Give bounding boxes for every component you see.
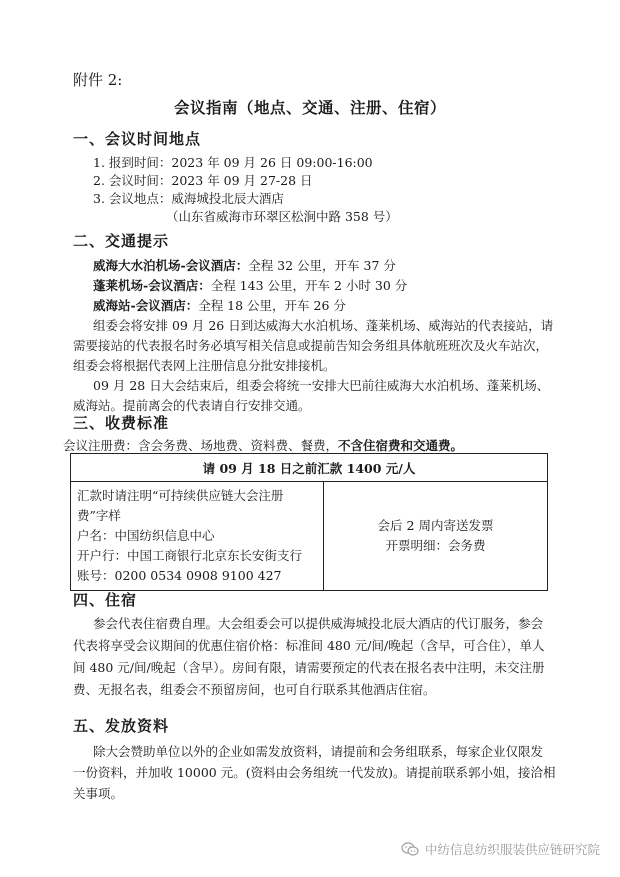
account-name: 户名：中国纺织信息中心 bbox=[77, 528, 215, 543]
materials-line-3: 关事项。 bbox=[73, 786, 124, 801]
lodging-line-2: 代表将享受会议期间的优惠住宿价格：标准间 480 元/间/晚起（含早，可合住），单人 bbox=[73, 638, 545, 653]
pickup-para-line-1: 组委会将安排 09 月 26 日到达威海大水泊机场、蓬莱机场、威海站的代表接站，请 bbox=[93, 318, 554, 333]
document-title: 会议指南（地点、交通、注册、住宿） bbox=[173, 98, 446, 117]
section1-item-1 bbox=[93, 153, 373, 171]
invoice-details: 开票明细：会务费 bbox=[385, 538, 486, 553]
return-para-line-2: 威海站。提前离会的代表请自行安排交通。 bbox=[73, 398, 311, 413]
section5-heading: 五、发放资料 bbox=[73, 717, 170, 735]
route-label: 蓬莱机场-会议酒店： bbox=[93, 278, 211, 293]
remittance-note-line-1: 汇款时请注明“可持续供应链大会注册 bbox=[77, 488, 284, 503]
return-para-line-1: 09 月 28 日大会结束后，组委会将统一安排大巴前往威海大水泊机场、蓬莱机场、 bbox=[93, 378, 550, 393]
section2-heading: 二、交通提示 bbox=[73, 232, 170, 250]
fee-description bbox=[63, 436, 463, 454]
section1-heading: 一、会议时间地点 bbox=[73, 130, 202, 148]
item-value: 威海城投北辰大酒店 bbox=[171, 191, 284, 206]
route-weihai-airport bbox=[93, 256, 396, 274]
route-value: 全程 18 公里，开车 26 分 bbox=[198, 298, 346, 313]
fee-table-header: 请 09 月 18 日之前汇款 1400 元/人 bbox=[71, 454, 548, 482]
route-value: 全程 143 公里，开车 2 小时 30 分 bbox=[210, 278, 408, 293]
pickup-para-line-2: 需要接站的代表报名时务必填写相关信息或提前告知会务组具体航班班次及火车站次， bbox=[73, 338, 549, 353]
watermark-text: 中纺信息纺织服装供应链研究院 bbox=[424, 842, 600, 857]
fee-includes: 会议注册费：含会务费、场地费、资料费、餐费， bbox=[63, 438, 339, 453]
item-value: 2023 年 09 月 26 日 09:00-16:00 bbox=[171, 155, 373, 170]
invoice-info-cell bbox=[324, 482, 548, 591]
lodging-line-1: 参会代表住宿费自理。大会组委会可以提供威海城投北辰大酒店的代订服务，参会 bbox=[93, 616, 544, 631]
section1-item-3 bbox=[93, 189, 284, 207]
venue-address: （山东省威海市环翠区松涧中路 358 号） bbox=[166, 209, 398, 224]
materials-line-1: 除大会赞助单位以外的企业如需发放资料，请提前和会务组联系，每家企业仅限发 bbox=[93, 744, 544, 759]
invoice-delivery: 会后 2 周内寄送发票 bbox=[377, 518, 494, 533]
lodging-line-3: 间 480 元/间/晚起（含早）。房间有限，请需要预定的代表在报名表中注明，未交注册 bbox=[73, 660, 545, 675]
lodging-line-4: 费、无报名表，组委会不预留房间，也可自行联系其他酒店住宿。 bbox=[73, 682, 436, 697]
item-label: 1. 报到时间： bbox=[93, 155, 172, 170]
remittance-info-cell bbox=[71, 482, 324, 591]
section1-item-2 bbox=[93, 171, 313, 189]
route-value: 全程 32 公里，开车 37 分 bbox=[248, 258, 396, 273]
watermark bbox=[401, 840, 600, 860]
fee-table bbox=[70, 453, 548, 591]
account-number: 账号：0200 0534 0908 9100 427 bbox=[77, 568, 282, 583]
route-weihai-station bbox=[93, 296, 346, 314]
section3-heading: 三、收费标准 bbox=[73, 414, 170, 432]
section4-heading: 四、住宿 bbox=[73, 591, 138, 609]
item-value: 2023 年 09 月 27-28 日 bbox=[171, 173, 313, 188]
fee-excludes: 不含住宿费和交通费。 bbox=[338, 438, 464, 453]
item-label: 3. 会议地点： bbox=[93, 191, 172, 206]
route-label: 威海大水泊机场-会议酒店： bbox=[93, 258, 249, 273]
remittance-note-line-2: 费”字样 bbox=[77, 508, 121, 523]
wechat-icon bbox=[401, 842, 419, 860]
route-label: 威海站-会议酒店： bbox=[93, 298, 199, 313]
item-label: 2. 会议时间： bbox=[93, 173, 172, 188]
annex-label: 附件 2: bbox=[73, 71, 123, 89]
bank-name: 开户行：中国工商银行北京东长安街支行 bbox=[77, 548, 303, 563]
route-penglai-airport bbox=[93, 276, 407, 294]
pickup-para-line-3: 组委会将根据代表网上注册信息分批安排接机。 bbox=[73, 358, 336, 373]
materials-line-2: 一份资料，并加收 10000 元。(资料由会务组统一代发放)。请提前联系郭小姐，接洽相 bbox=[73, 765, 556, 780]
